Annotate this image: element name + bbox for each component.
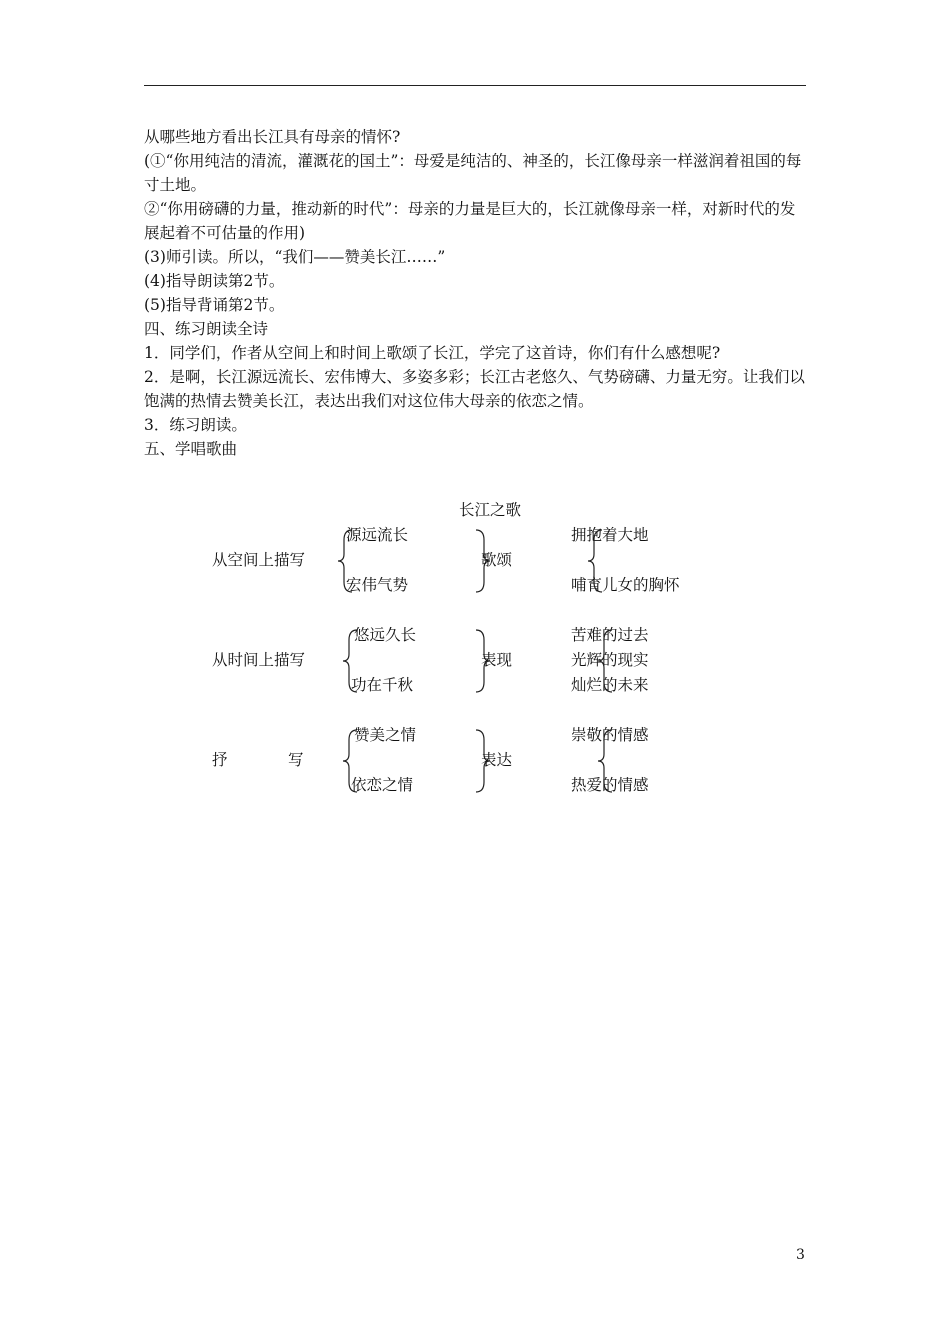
verb-express: 表达 xyxy=(481,751,513,769)
row-head-express-right: 写 xyxy=(288,751,304,769)
item-ancient: 悠远久长 xyxy=(354,626,417,644)
item-attachment-feeling: 依恋之情 xyxy=(351,776,414,794)
item-praise-feeling: 赞美之情 xyxy=(354,726,417,744)
result-brace-2 xyxy=(596,628,616,694)
verb-show: 表现 xyxy=(481,651,513,669)
step-4: (4)指导朗读第2节。 xyxy=(144,272,285,290)
answer-1: (①“你用纯洁的清流，灌溉花的国土”：母爱是纯洁的、神圣的，长江像母亲一样滋润着祖国的每寸土地。 xyxy=(144,152,802,194)
result-respect: 崇敬的情感 xyxy=(571,726,649,744)
step-3: (3)师引读。所以，“我们——赞美长江……” xyxy=(144,248,446,266)
result-nurture: 哺育儿女的胸怀 xyxy=(571,576,680,594)
page-number: 3 xyxy=(796,1247,805,1263)
result-future: 灿烂的未来 xyxy=(571,676,649,694)
result-past: 苦难的过去 xyxy=(571,626,649,644)
result-embrace-land: 拥抱着大地 xyxy=(571,526,649,544)
section-heading-5: 五、学唱歌曲 xyxy=(144,440,238,458)
verb-praise: 歌颂 xyxy=(481,551,513,569)
item-1: 1．同学们，作者从空间上和时间上歌颂了长江，学完了这首诗，你们有什么感想呢? xyxy=(144,344,721,362)
answer-2: ②“你用磅礴的力量，推动新的时代”：母亲的力量是巨大的，长江就像母亲一样，对新时代的发展起着不可估量的作用) xyxy=(144,200,796,242)
result-present: 光辉的现实 xyxy=(571,651,649,669)
item-grand-momentum: 宏伟气势 xyxy=(346,576,409,594)
body-text xyxy=(144,125,806,461)
header-rule xyxy=(144,85,806,86)
row-head-space: 从空间上描写 xyxy=(212,551,306,569)
item-merit: 功在千秋 xyxy=(351,676,414,694)
item-source-long: 源远流长 xyxy=(346,526,409,544)
item-3: 3．练习朗读。 xyxy=(144,416,247,434)
item-2: 2．是啊，长江源远流长、宏伟博大、多姿多彩；长江古老悠久、气势磅礴、力量无穷。让我们以饱满的热情去赞美长江，表达出我们对这位伟大母亲的依恋之情。 xyxy=(144,368,805,410)
step-5: (5)指导背诵第2节。 xyxy=(144,296,285,314)
result-love: 热爱的情感 xyxy=(571,776,649,794)
question-line: 从哪些地方看出长江具有母亲的情怀? xyxy=(144,128,401,146)
row-head-time: 从时间上描写 xyxy=(212,651,306,669)
row-head-express-left: 抒 xyxy=(212,751,228,769)
section-heading-4: 四、练习朗读全诗 xyxy=(144,320,269,338)
diagram-title: 长江之歌 xyxy=(459,501,522,519)
